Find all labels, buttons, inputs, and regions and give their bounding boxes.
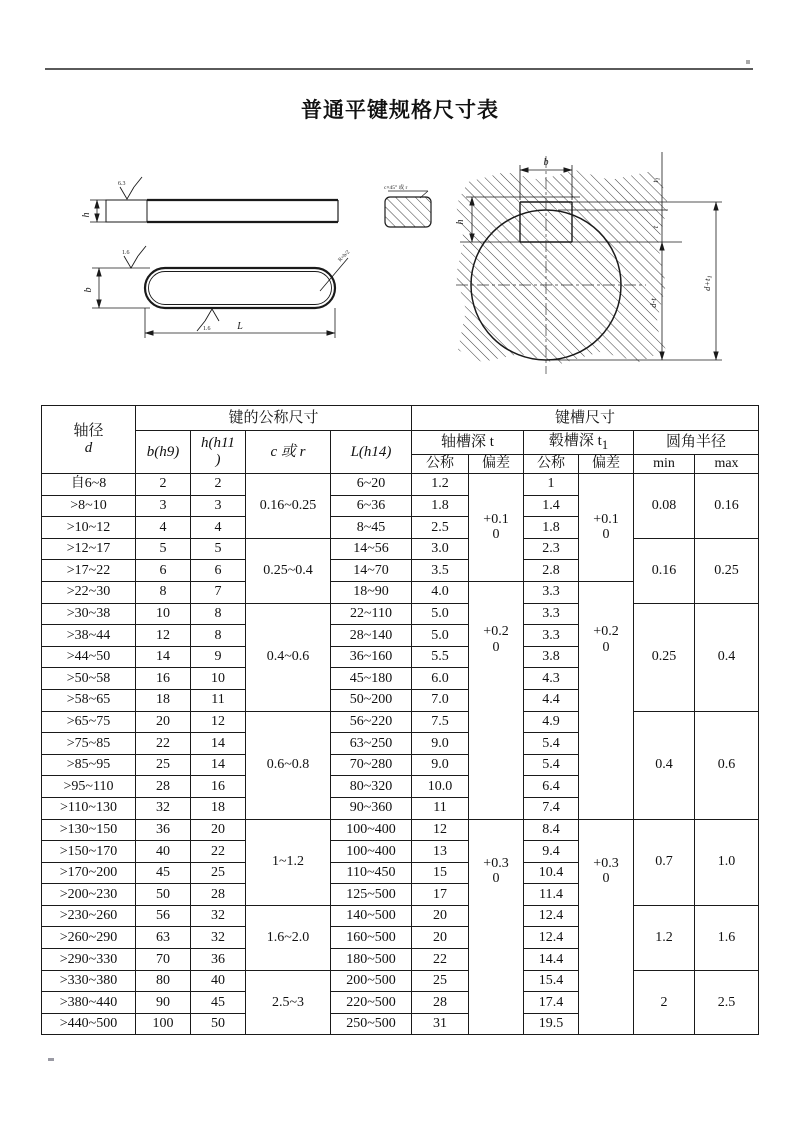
cell-l-range: 110~450	[331, 862, 412, 884]
cell-shaft-diameter: >50~58	[42, 668, 136, 690]
header-t1-deviation: 偏差	[579, 455, 634, 474]
cell-b: 40	[136, 841, 191, 863]
table-row	[42, 905, 759, 927]
cell-t-nominal: 3.0	[412, 538, 469, 560]
cell-t1-nominal: 19.5	[524, 1013, 579, 1035]
cell-r-max: 2.5	[695, 970, 759, 1035]
cell-h: 12	[191, 711, 246, 733]
cell-t-nominal: 9.0	[412, 733, 469, 755]
spec-table	[41, 405, 759, 1035]
cell-t-deviation	[469, 819, 524, 1035]
cell-b: 10	[136, 603, 191, 625]
cell-b: 63	[136, 927, 191, 949]
cell-t-nominal: 7.0	[412, 689, 469, 711]
cell-h: 20	[191, 819, 246, 841]
cell-shaft-diameter: >440~500	[42, 1013, 136, 1035]
cell-b: 32	[136, 797, 191, 819]
top-view-length-label: L	[237, 321, 243, 332]
cell-l-range: 63~250	[331, 733, 412, 755]
cell-t1-nominal: 12.4	[524, 905, 579, 927]
cell-t-nominal: 9.0	[412, 754, 469, 776]
table-row	[42, 711, 759, 733]
cell-b: 16	[136, 668, 191, 690]
cell-shaft-diameter: >8~10	[42, 495, 136, 517]
header-group-key-nominal: 键的公称尺寸	[136, 406, 412, 431]
cell-t1-nominal: 3.3	[524, 581, 579, 603]
cell-t-nominal: 4.0	[412, 581, 469, 603]
cell-t1-deviation-line1: +0.2	[593, 623, 619, 639]
cell-h: 32	[191, 927, 246, 949]
cell-h: 9	[191, 646, 246, 668]
assembly-width-label: b	[543, 157, 549, 168]
cell-shaft-diameter: >38~44	[42, 625, 136, 647]
cell-l-range: 80~320	[331, 776, 412, 798]
cell-t1-nominal: 3.3	[524, 603, 579, 625]
cell-b: 28	[136, 776, 191, 798]
header-shaft-diameter-cn: 轴径	[73, 422, 104, 439]
cell-h: 2	[191, 474, 246, 496]
cell-b: 90	[136, 992, 191, 1014]
header-t-deviation: 偏差	[469, 455, 524, 474]
cell-b: 14	[136, 646, 191, 668]
cell-t-nominal: 20	[412, 905, 469, 927]
cell-t1-nominal: 1.4	[524, 495, 579, 517]
cell-l-range: 6~36	[331, 495, 412, 517]
cell-c-range: 0.6~0.8	[246, 711, 331, 819]
cell-h: 25	[191, 862, 246, 884]
cell-shaft-diameter: >130~150	[42, 819, 136, 841]
header-group-fillet-radius: 圆角半径	[634, 431, 759, 455]
cell-shaft-diameter: >150~170	[42, 841, 136, 863]
side-view-roughness-label: 6.3	[118, 181, 126, 187]
cell-l-range: 6~20	[331, 474, 412, 496]
cell-t1-nominal: 6.4	[524, 776, 579, 798]
cell-l-range: 90~360	[331, 797, 412, 819]
cell-h: 4	[191, 517, 246, 539]
top-horizontal-rule	[45, 68, 753, 70]
bottom-left-mark	[48, 1058, 54, 1061]
header-col-h: h(h11 )	[191, 431, 246, 474]
cell-shaft-diameter: >58~65	[42, 689, 136, 711]
cell-t1-nominal: 4.4	[524, 689, 579, 711]
top-view-roughness-bottom-label: 1.6	[203, 326, 211, 332]
cell-t1-nominal: 14.4	[524, 949, 579, 971]
header-t1-nominal: 公称	[524, 455, 579, 474]
key-section-view	[385, 191, 431, 227]
cell-t1-nominal: 3.3	[524, 625, 579, 647]
cell-h: 18	[191, 797, 246, 819]
cell-l-range: 56~220	[331, 711, 412, 733]
cell-t-nominal: 12	[412, 819, 469, 841]
cell-h: 28	[191, 884, 246, 906]
cell-t1-nominal: 11.4	[524, 884, 579, 906]
cell-h: 7	[191, 581, 246, 603]
header-group-shaft-depth: 轴槽深 t	[412, 431, 524, 455]
cell-t-nominal: 6.0	[412, 668, 469, 690]
key-side-view	[90, 177, 338, 222]
cell-b: 25	[136, 754, 191, 776]
cell-t-nominal: 22	[412, 949, 469, 971]
cell-t-nominal: 5.0	[412, 625, 469, 647]
cell-b: 50	[136, 884, 191, 906]
cell-c-range: 0.25~0.4	[246, 538, 331, 603]
cell-t1-nominal: 3.8	[524, 646, 579, 668]
cell-shaft-diameter: >75~85	[42, 733, 136, 755]
cell-r-min: 0.4	[634, 711, 695, 819]
cell-r-min: 0.08	[634, 474, 695, 539]
cell-r-max: 0.25	[695, 538, 759, 603]
cell-t1-nominal: 17.4	[524, 992, 579, 1014]
cell-h: 40	[191, 970, 246, 992]
cell-b: 45	[136, 862, 191, 884]
cell-t1-deviation-line2: 0	[602, 639, 610, 655]
cell-t1-nominal: 10.4	[524, 862, 579, 884]
cell-t1-deviation-line1: +0.3	[593, 855, 619, 871]
cell-l-range: 14~70	[331, 560, 412, 582]
cell-shaft-diameter: >44~50	[42, 646, 136, 668]
cell-t1-nominal: 9.4	[524, 841, 579, 863]
cell-shaft-diameter: >30~38	[42, 603, 136, 625]
cell-l-range: 28~140	[331, 625, 412, 647]
cell-c-range: 1~1.2	[246, 819, 331, 905]
table-row	[42, 819, 759, 841]
cell-l-range: 100~400	[331, 819, 412, 841]
cell-shaft-diameter: >17~22	[42, 560, 136, 582]
cell-l-range: 140~500	[331, 905, 412, 927]
cell-t1-nominal: 8.4	[524, 819, 579, 841]
header-t-nominal: 公称	[412, 455, 469, 474]
cell-h: 32	[191, 905, 246, 927]
cell-t-deviation	[469, 581, 524, 819]
cell-r-max: 1.6	[695, 905, 759, 970]
cell-shaft-diameter: >330~380	[42, 970, 136, 992]
cell-t1-deviation-line2: 0	[602, 871, 610, 887]
assembly-d-plus-t1-label: d+t1	[702, 275, 714, 291]
cell-r-max: 0.4	[695, 603, 759, 711]
assembly-d-minus-t-label: d-t	[648, 298, 658, 308]
cell-h: 11	[191, 689, 246, 711]
cell-t-nominal: 1.2	[412, 474, 469, 496]
cell-t-nominal: 3.5	[412, 560, 469, 582]
top-view-roughness-top-label: 1.6	[122, 250, 130, 256]
cell-h: 22	[191, 841, 246, 863]
cell-b: 18	[136, 689, 191, 711]
cell-shaft-diameter: >10~12	[42, 517, 136, 539]
cell-l-range: 160~500	[331, 927, 412, 949]
cell-shaft-diameter: >85~95	[42, 754, 136, 776]
table-row	[42, 603, 759, 625]
assembly-t1-label: $t_1$	[651, 177, 662, 183]
header-shaft-diameter	[42, 406, 136, 474]
header-r-min: min	[634, 455, 695, 474]
table-row	[42, 538, 759, 560]
cell-r-max: 1.0	[695, 819, 759, 905]
assembly-section-view	[456, 152, 722, 374]
cell-h: 5	[191, 538, 246, 560]
cell-t1-deviation	[579, 581, 634, 819]
cell-b: 8	[136, 581, 191, 603]
table-body	[42, 474, 759, 1035]
top-right-dot	[746, 60, 750, 64]
section-chamfer-note: c×45° 或 r	[384, 185, 408, 191]
cell-t-nominal: 2.5	[412, 517, 469, 539]
cell-shaft-diameter: >110~130	[42, 797, 136, 819]
header-shaft-diameter-symbol: d	[84, 439, 93, 456]
cell-l-range: 36~160	[331, 646, 412, 668]
cell-t-nominal: 7.5	[412, 711, 469, 733]
table-row	[42, 970, 759, 992]
top-view-radius-note: R=b/2	[337, 249, 352, 264]
cell-h: 50	[191, 1013, 246, 1035]
cell-shaft-diameter: >200~230	[42, 884, 136, 906]
cell-l-range: 100~400	[331, 841, 412, 863]
cell-b: 2	[136, 474, 191, 496]
cell-l-range: 18~90	[331, 581, 412, 603]
cell-shaft-diameter: >230~260	[42, 905, 136, 927]
cell-t-nominal: 5.0	[412, 603, 469, 625]
cell-l-range: 8~45	[331, 517, 412, 539]
cell-b: 22	[136, 733, 191, 755]
cell-t-deviation-line2: 0	[492, 639, 500, 655]
cell-c-range: 1.6~2.0	[246, 905, 331, 970]
cell-h: 14	[191, 754, 246, 776]
cell-r-min: 0.7	[634, 819, 695, 905]
cell-t-deviation-line1: +0.2	[483, 623, 509, 639]
key-top-view	[92, 246, 348, 338]
cell-c-range: 2.5~3	[246, 970, 331, 1035]
cell-t-deviation-line1: +0.1	[483, 511, 509, 527]
cell-h: 16	[191, 776, 246, 798]
cell-h: 3	[191, 495, 246, 517]
cell-l-range: 250~500	[331, 1013, 412, 1035]
cell-t1-nominal: 4.9	[524, 711, 579, 733]
cell-t1-nominal: 4.3	[524, 668, 579, 690]
cell-t-deviation-line2: 0	[492, 871, 500, 887]
cell-h: 10	[191, 668, 246, 690]
cell-t-nominal: 25	[412, 970, 469, 992]
cell-c-range: 0.16~0.25	[246, 474, 331, 539]
cell-r-min: 0.16	[634, 538, 695, 603]
cell-b: 6	[136, 560, 191, 582]
cell-t-nominal: 1.8	[412, 495, 469, 517]
cell-h: 45	[191, 992, 246, 1014]
cell-t-deviation-line1: +0.3	[483, 855, 509, 871]
cell-r-max: 0.16	[695, 474, 759, 539]
cell-t-nominal: 13	[412, 841, 469, 863]
cell-t1-nominal: 2.3	[524, 538, 579, 560]
cell-l-range: 200~500	[331, 970, 412, 992]
cell-shaft-diameter: >290~330	[42, 949, 136, 971]
cell-t1-deviation	[579, 474, 634, 582]
cell-r-min: 1.2	[634, 905, 695, 970]
cell-l-range: 220~500	[331, 992, 412, 1014]
cell-r-min: 0.25	[634, 603, 695, 711]
header-col-l: L(h14)	[331, 431, 412, 474]
cell-b: 80	[136, 970, 191, 992]
cell-b: 3	[136, 495, 191, 517]
cell-t1-nominal: 5.4	[524, 733, 579, 755]
cell-t-deviation-line2: 0	[492, 527, 500, 543]
cell-b: 70	[136, 949, 191, 971]
cell-t-nominal: 28	[412, 992, 469, 1014]
cell-l-range: 180~500	[331, 949, 412, 971]
cell-shaft-diameter: >260~290	[42, 927, 136, 949]
cell-l-range: 14~56	[331, 538, 412, 560]
top-view-width-label: b	[83, 287, 94, 293]
table-row	[42, 474, 759, 496]
cell-l-range: 70~280	[331, 754, 412, 776]
cell-t-nominal: 15	[412, 862, 469, 884]
cell-h: 14	[191, 733, 246, 755]
header-col-b: b(h9)	[136, 431, 191, 474]
cell-t-nominal: 20	[412, 927, 469, 949]
cell-shaft-diameter: 自6~8	[42, 474, 136, 496]
cell-b: 20	[136, 711, 191, 733]
cell-t1-nominal: 5.4	[524, 754, 579, 776]
header-r-max: max	[695, 455, 759, 474]
cell-t-nominal: 5.5	[412, 646, 469, 668]
cell-t-deviation	[469, 474, 524, 582]
cell-shaft-diameter: >380~440	[42, 992, 136, 1014]
page-title: 普通平键规格尺寸表	[301, 99, 499, 123]
cell-t1-deviation-line2: 0	[602, 527, 610, 543]
cell-shaft-diameter: >22~30	[42, 581, 136, 603]
cell-t1-nominal: 1.8	[524, 517, 579, 539]
cell-t-nominal: 17	[412, 884, 469, 906]
cell-t-nominal: 11	[412, 797, 469, 819]
cell-t1-deviation	[579, 819, 634, 1035]
cell-t1-nominal: 1	[524, 474, 579, 496]
cell-h: 36	[191, 949, 246, 971]
cell-h: 6	[191, 560, 246, 582]
side-view-height-label: h	[81, 212, 92, 218]
cell-r-max: 0.6	[695, 711, 759, 819]
cell-c-range: 0.4~0.6	[246, 603, 331, 711]
cell-t1-nominal: 15.4	[524, 970, 579, 992]
header-col-c: c 或 r	[246, 431, 331, 474]
cell-t1-nominal: 7.4	[524, 797, 579, 819]
cell-b: 56	[136, 905, 191, 927]
cell-h: 8	[191, 625, 246, 647]
cell-l-range: 125~500	[331, 884, 412, 906]
cell-l-range: 22~110	[331, 603, 412, 625]
assembly-t-label: t	[651, 225, 660, 229]
cell-r-min: 2	[634, 970, 695, 1035]
assembly-height-label: h	[455, 219, 466, 225]
cell-h: 8	[191, 603, 246, 625]
cell-t1-nominal: 2.8	[524, 560, 579, 582]
cell-b: 4	[136, 517, 191, 539]
cell-l-range: 45~180	[331, 668, 412, 690]
technical-drawings	[20, 130, 780, 405]
cell-l-range: 50~200	[331, 689, 412, 711]
header-group-keyway: 键槽尺寸	[412, 406, 759, 431]
cell-t-nominal: 31	[412, 1013, 469, 1035]
cell-b: 12	[136, 625, 191, 647]
cell-shaft-diameter: >65~75	[42, 711, 136, 733]
cell-b: 5	[136, 538, 191, 560]
cell-t1-deviation-line1: +0.1	[593, 511, 619, 527]
cell-shaft-diameter: >12~17	[42, 538, 136, 560]
cell-b: 100	[136, 1013, 191, 1035]
cell-b: 36	[136, 819, 191, 841]
cell-t-nominal: 10.0	[412, 776, 469, 798]
cell-shaft-diameter: >95~110	[42, 776, 136, 798]
header-group-hub-depth: 毂槽深 $t_1$	[524, 431, 634, 455]
cell-t1-nominal: 12.4	[524, 927, 579, 949]
cell-shaft-diameter: >170~200	[42, 862, 136, 884]
